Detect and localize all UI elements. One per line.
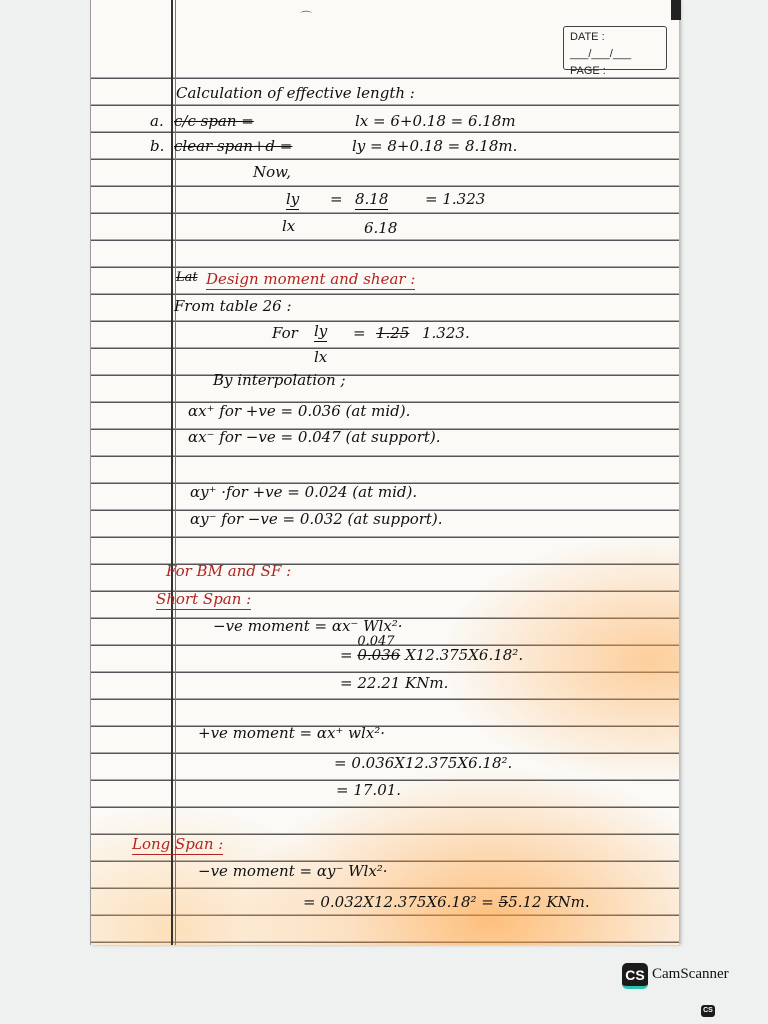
alpha-y-plus: αy⁺ ·for +ve = 0.024 (at mid). bbox=[190, 483, 418, 501]
for-ratio-lx: lx bbox=[314, 348, 328, 366]
corrected-0-047: 0.047 bbox=[357, 634, 395, 649]
short-neg-result: = 22.21 KNm. bbox=[340, 674, 449, 692]
ratio-result: = 1.323 bbox=[425, 190, 486, 208]
camscanner-brand: CamScanner bbox=[652, 966, 729, 982]
ratio-equals: = bbox=[330, 190, 343, 208]
short-pos-calc: = 0.036X12.375X6.18². bbox=[334, 754, 513, 772]
heading-long-span: Long Span : bbox=[132, 835, 224, 853]
margin-line bbox=[171, 0, 173, 945]
clear-span-struck: clear span+d = bbox=[174, 137, 293, 155]
alpha-y-minus: αy⁻ for −ve = 0.032 (at support). bbox=[190, 510, 443, 528]
camscanner-small-icon: CS bbox=[701, 1005, 715, 1017]
cc-span-struck: c/c span = bbox=[174, 112, 254, 130]
long-neg-factors: = 0.032X12.375X6.18² = bbox=[303, 893, 499, 911]
ratio-numerator-value: 8.18 bbox=[355, 190, 389, 208]
lx-equation: lx = 6+0.18 = 6.18m bbox=[355, 112, 516, 130]
for-label: For bbox=[272, 324, 298, 342]
alpha-x-minus: αx⁻ for −ve = 0.047 (at support). bbox=[188, 428, 441, 446]
short-pos-moment: +ve moment = αx⁺ wlx²· bbox=[198, 724, 385, 742]
now-label: Now, bbox=[253, 163, 291, 181]
ratio-numerator-ly: ly bbox=[286, 190, 300, 208]
struck-0-036: 0.036 bbox=[357, 646, 401, 664]
item-a-label: a. bbox=[150, 112, 164, 130]
title-effective-length: Calculation of effective length : bbox=[176, 84, 415, 102]
date-page-box bbox=[563, 26, 667, 77]
date-label: DATE : bbox=[570, 31, 605, 43]
struck-5: 5 bbox=[498, 893, 509, 911]
long-neg-moment: −ve moment = αy⁻ Wlx²· bbox=[198, 862, 388, 880]
short-pos-result: = 17.01. bbox=[336, 781, 402, 799]
heading-short-span: Short Span : bbox=[156, 590, 252, 608]
long-neg-result: 5.12 KNm. bbox=[508, 893, 590, 911]
for-ratio-ly: ly bbox=[314, 322, 328, 340]
by-interpolation: By interpolation ; bbox=[213, 371, 346, 389]
short-neg-calc bbox=[340, 634, 524, 664]
short-neg-moment: −ve moment = αx⁻ Wlx²· bbox=[213, 617, 403, 635]
long-neg-calc bbox=[303, 893, 590, 911]
date-value: ___/___/___ bbox=[570, 48, 632, 60]
item-b-label: b. bbox=[150, 137, 165, 155]
short-neg-equals: = bbox=[340, 646, 358, 664]
ly-equation: ly = 8+0.18 = 8.18m. bbox=[352, 137, 518, 155]
ratio-denominator-lx: lx bbox=[282, 217, 296, 235]
struck-lat: Lat bbox=[176, 270, 198, 285]
camscanner-logo-icon: CS bbox=[622, 963, 648, 989]
ratio-1-323: 1.323. bbox=[422, 324, 470, 342]
page-label: PAGE : bbox=[570, 65, 606, 77]
heading-design-moment: Design moment and shear : bbox=[206, 270, 416, 288]
short-neg-factors: X12.375X6.18². bbox=[400, 646, 524, 664]
for-equals: = bbox=[353, 324, 366, 342]
page-edge-shadow bbox=[671, 0, 681, 20]
ratio-denominator-value: 6.18 bbox=[364, 219, 398, 237]
struck-1-25: 1.25 bbox=[376, 324, 410, 342]
alpha-x-plus: αx⁺ for +ve = 0.036 (at mid). bbox=[188, 402, 411, 420]
binder-hole-icon: ⌒ bbox=[300, 10, 313, 24]
from-table-26: From table 26 : bbox=[174, 297, 292, 315]
heading-bm-sf: For BM and SF : bbox=[166, 562, 292, 580]
